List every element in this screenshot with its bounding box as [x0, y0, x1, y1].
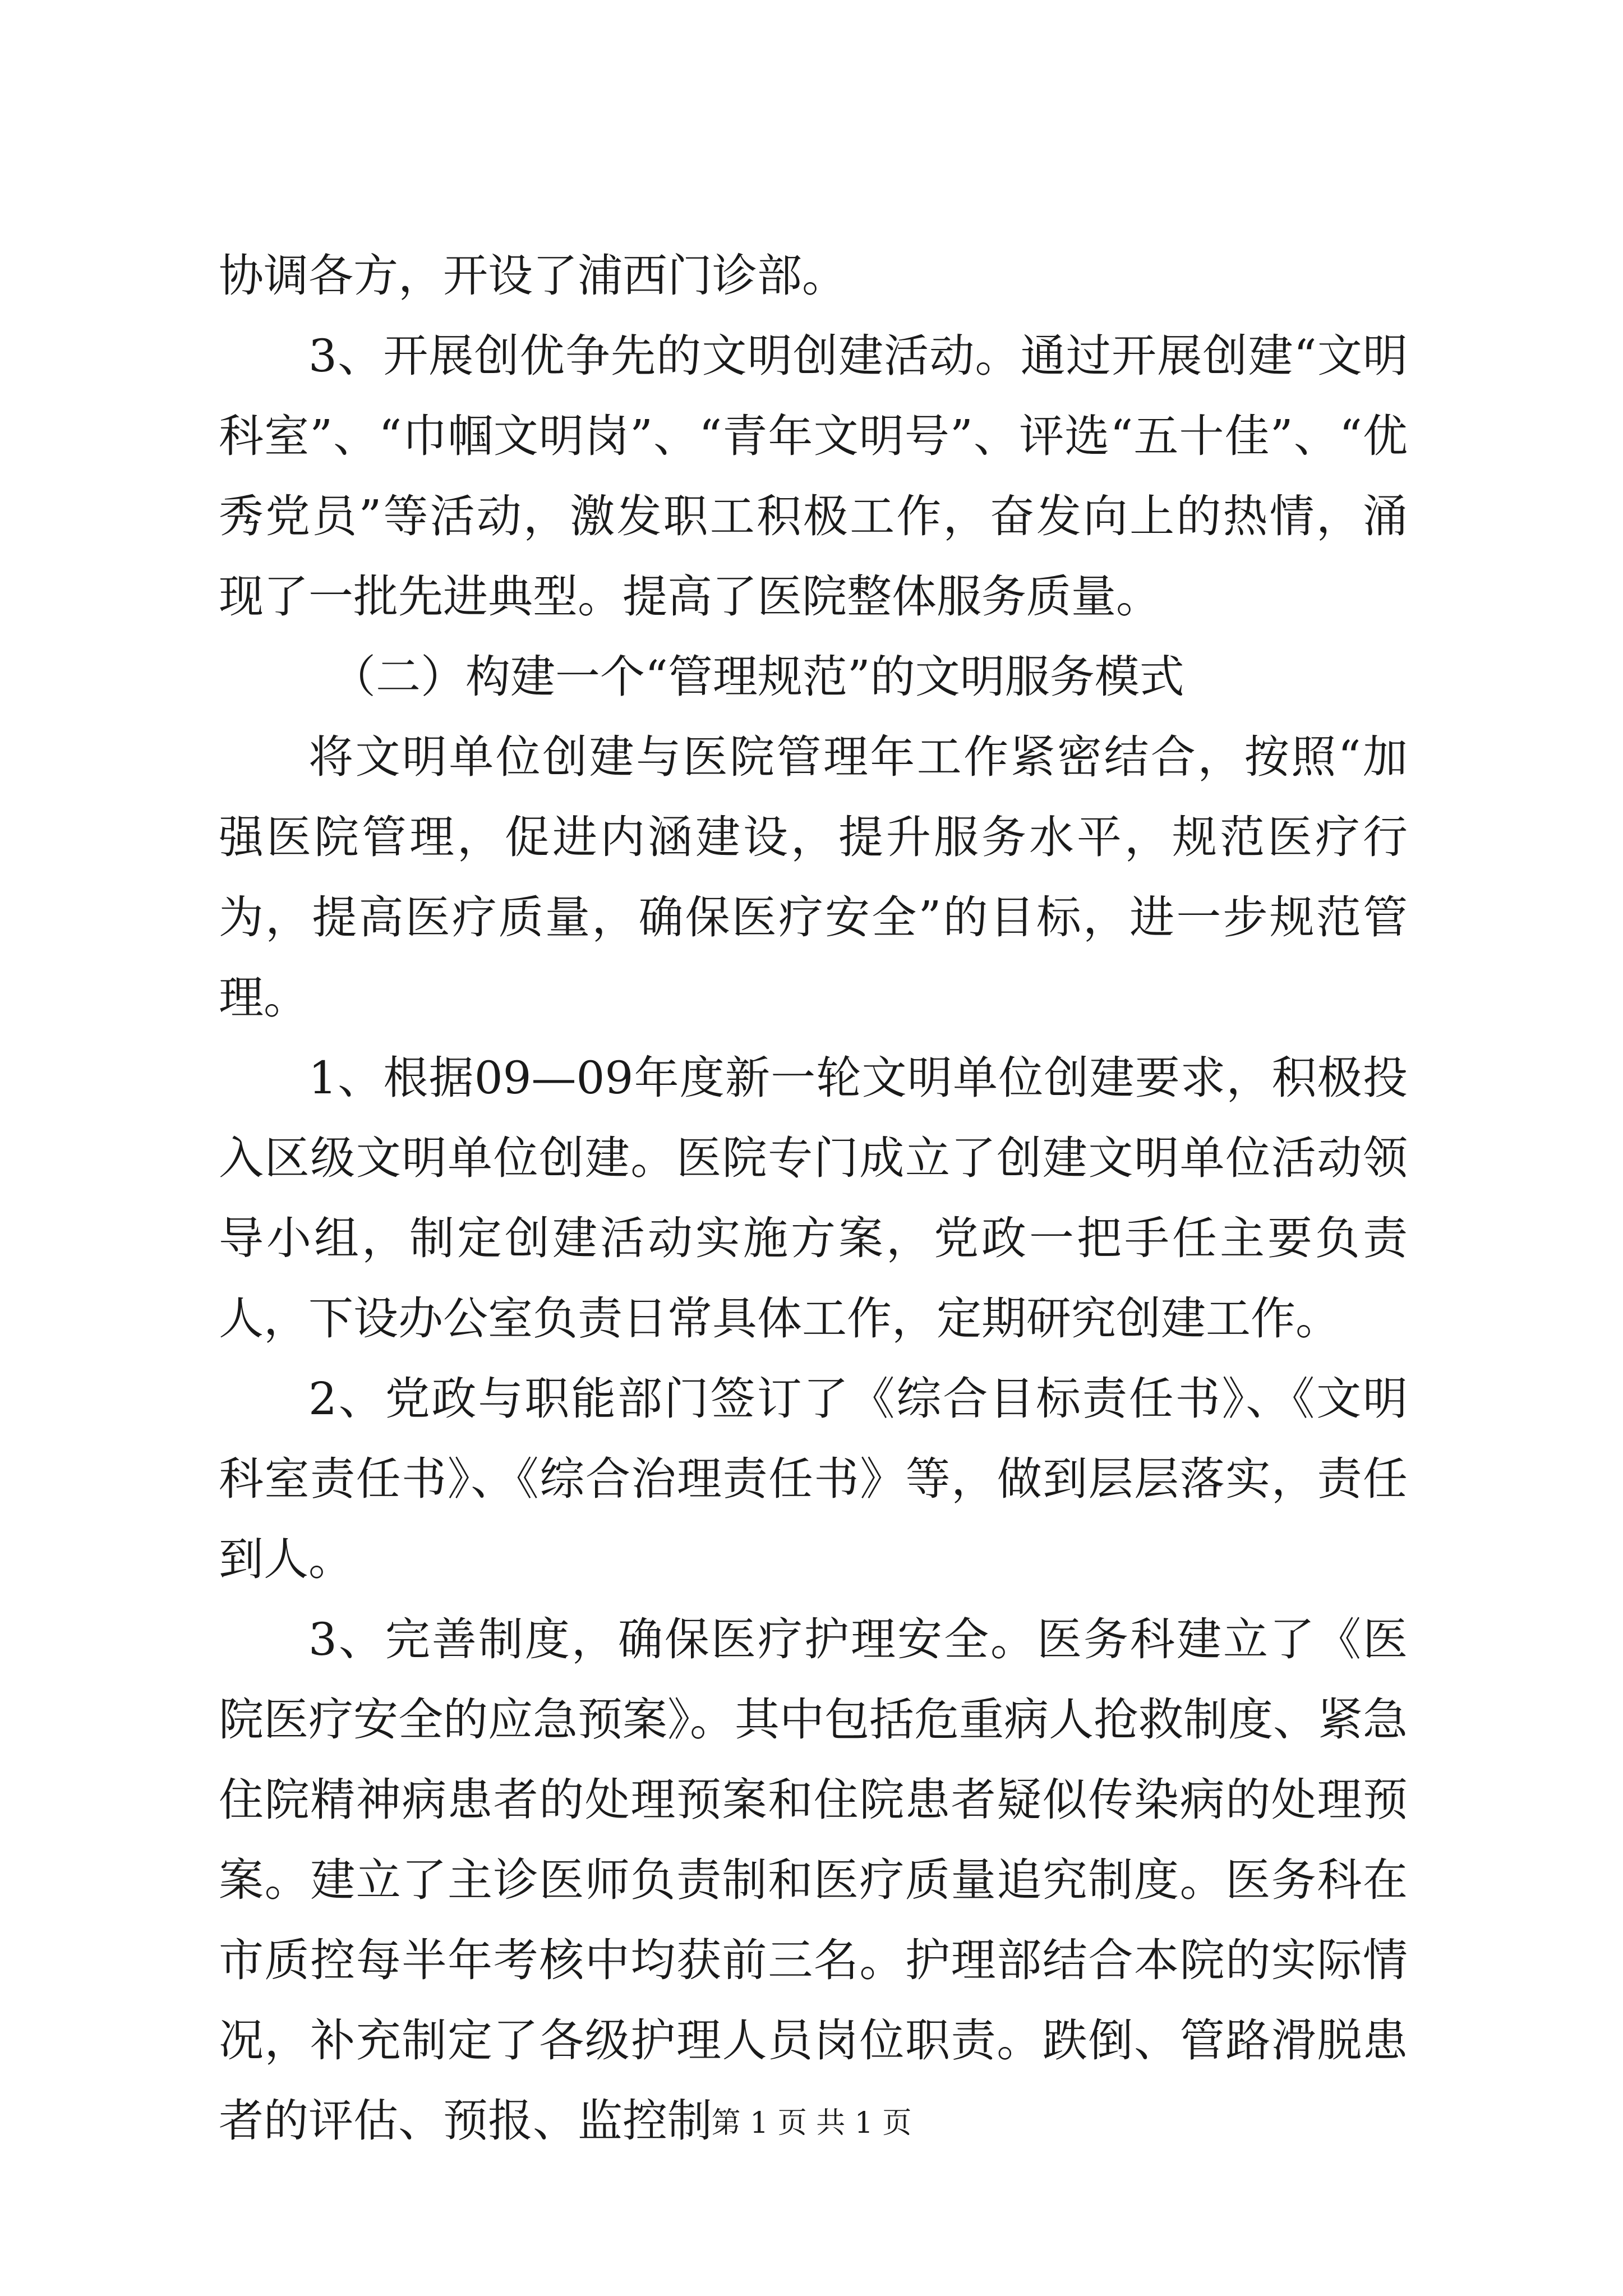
- page-footer: 第 1 页 共 1 页: [711, 2106, 912, 2140]
- document-body: [219, 236, 1408, 2161]
- paragraph-6: 3、完善制度，确保医疗护理安全。医务科建立了《医院医疗安全的应急预案》。其中包括危重病人抢救制度、紧急住院精神病患者的处理预案和住院患者疑似传染病的处理预案。建立了主诊医师负责制和医疗质量追究制度。医务科在市质控每半年考核中均获前三名。护理部结合本院的实际情况，补充制定了各级护理人员岗位职责。跌倒、管路滑脱患者的评估、预报、监控制: [219, 1613, 1408, 2147]
- paragraph-1: 协调各方，开设了浦西门诊部。: [219, 250, 847, 302]
- section-heading: （二）构建一个“管理规范”的文明服务模式: [331, 651, 1184, 703]
- paragraph-5: 2、党政与职能部门签订了《综合目标责任书》、《文明科室责任书》、《综合治理责任书》等，做到层层落实，责任到人。: [219, 1373, 1408, 1585]
- paragraph-4: 1、根据09—09年度新一轮文明单位创建要求，积极投入区级文明单位创建。医院专门成立了创建文明单位活动领导小组，制定创建活动实施方案，党政一把手任主要负责人，下设办公室负责日常具体工作，定期研究创建工作。: [219, 1052, 1408, 1345]
- paragraph-3: 将文明单位创建与医院管理年工作紧密结合，按照“加强医院管理，促进内涵建设，提升服务水平，规范医疗行为，提高医疗质量，确保医疗安全”的目标，进一步规范管理。: [219, 731, 1408, 1024]
- paragraph-2: 3、开展创优争先的文明创建活动。通过开展创建“文明科室”、“巾帼文明岗”、“青年文明号”、评选“五十佳”、“优秀党员”等活动，激发职工积极工作，奋发向上的热情，涌现了一批先进典型。提高了医院整体服务质量。: [219, 330, 1408, 623]
